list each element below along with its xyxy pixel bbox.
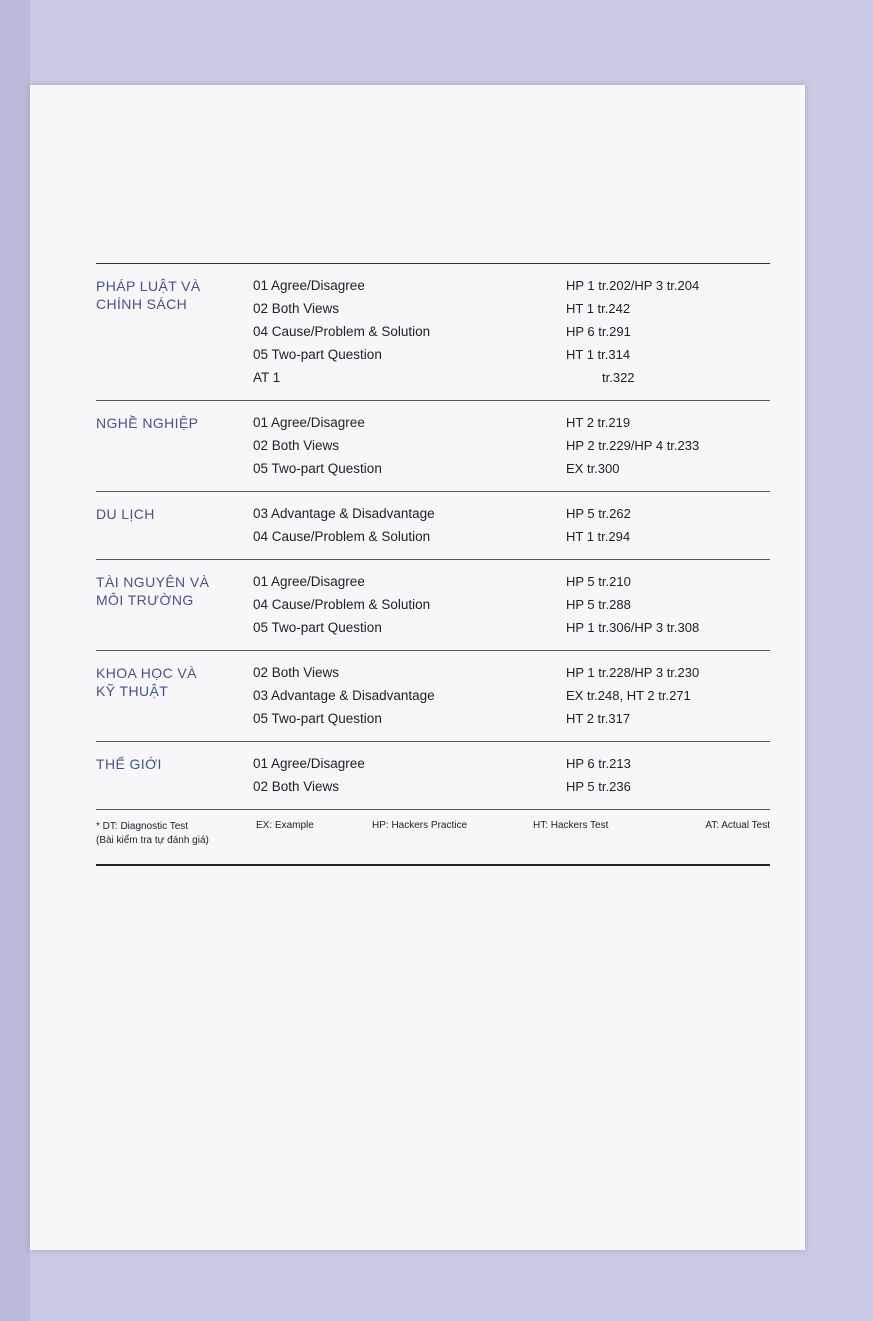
- topic-name: [96, 277, 253, 313]
- question-type-item: 02 Both Views: [253, 779, 340, 794]
- topic-name: [96, 573, 253, 609]
- page-references: [566, 664, 770, 733]
- table-row: [96, 742, 770, 810]
- page-references: [566, 414, 770, 483]
- footnote-hp: HP: Hackers Practice: [372, 820, 468, 831]
- page-reference-item: HP 1 tr.306/HP 3 tr.308: [566, 620, 700, 635]
- topic-name-line: TÀI NGUYÊN VÀ: [96, 574, 210, 590]
- question-type-item: 01 Agree/Disagree: [253, 756, 365, 771]
- question-type-item: 04 Cause/Problem & Solution: [253, 324, 431, 339]
- topic-name: [96, 414, 253, 432]
- footnote-ex: EX: Example: [256, 820, 314, 831]
- topic-name-line: PHÁP LUẬT VÀ: [96, 278, 201, 294]
- question-type-item: 05 Two-part Question: [253, 711, 382, 726]
- table-row: [96, 560, 770, 651]
- question-type-item: 02 Both Views: [253, 438, 340, 453]
- question-type-item: AT 1: [253, 370, 281, 385]
- question-types: [253, 277, 566, 392]
- page-reference-item: HP 6 tr.291: [566, 324, 631, 339]
- topic-name-line: NGHỀ NGHIỆP: [96, 415, 199, 431]
- question-type-item: 01 Agree/Disagree: [253, 574, 365, 589]
- topic-name: [96, 505, 253, 523]
- scan-edge-band: [0, 0, 30, 1321]
- book-page: [30, 85, 805, 1250]
- topic-reference-table: [96, 263, 770, 866]
- topic-name-line: DU LỊCH: [96, 506, 155, 522]
- table-row: [96, 651, 770, 742]
- page-reference-item: HP 5 tr.236: [566, 779, 631, 794]
- question-type-item: 05 Two-part Question: [253, 461, 382, 476]
- page-reference-item: HP 5 tr.288: [566, 597, 631, 612]
- table-row: [96, 401, 770, 492]
- topic-name: [96, 755, 253, 773]
- page-references: [566, 505, 770, 551]
- page-reference-item: HT 1 tr.294: [566, 529, 631, 544]
- page-reference-item: HT 1 tr.242: [566, 301, 631, 316]
- page-reference-item: HP 5 tr.262: [566, 506, 631, 521]
- question-type-item: 02 Both Views: [253, 301, 340, 316]
- page-reference-item: HP 2 tr.229/HP 4 tr.233: [566, 438, 700, 453]
- table-body: [96, 264, 770, 810]
- question-type-item: 01 Agree/Disagree: [253, 415, 365, 430]
- question-type-item: 04 Cause/Problem & Solution: [253, 529, 431, 544]
- footnote-dt-label: * DT: Diagnostic Test: [96, 821, 189, 832]
- table-row: [96, 492, 770, 560]
- question-types: [253, 573, 566, 642]
- page-reference-item: HT 2 tr.219: [566, 415, 631, 430]
- page-references: [566, 277, 770, 392]
- page-reference-item: HT 1 tr.314: [566, 347, 631, 362]
- table-row: [96, 264, 770, 401]
- footnote-dt-translation: (Bài kiểm tra tự đánh giá): [96, 835, 209, 846]
- question-types: [253, 414, 566, 483]
- question-types: [253, 755, 566, 801]
- footnote-at: AT: Actual Test: [705, 820, 770, 831]
- topic-name-line: MÔI TRƯỜNG: [96, 592, 194, 608]
- question-type-item: 05 Two-part Question: [253, 347, 382, 362]
- page-reference-item: HP 5 tr.210: [566, 574, 631, 589]
- question-type-item: 02 Both Views: [253, 665, 340, 680]
- question-types: [253, 664, 566, 733]
- page-references: [566, 573, 770, 642]
- page-reference-item: EX tr.300: [566, 461, 620, 476]
- question-type-item: 04 Cause/Problem & Solution: [253, 597, 431, 612]
- question-types: [253, 505, 566, 551]
- page-reference-item: HP 1 tr.228/HP 3 tr.230: [566, 665, 700, 680]
- page-reference-item: HP 6 tr.213: [566, 756, 631, 771]
- page-reference-item: HP 1 tr.202/HP 3 tr.204: [566, 278, 700, 293]
- topic-name-line: KỸ THUẬT: [96, 683, 169, 699]
- topic-name: [96, 664, 253, 700]
- footnote-ht: HT: Hackers Test: [533, 820, 609, 831]
- question-type-item: 05 Two-part Question: [253, 620, 382, 635]
- footnote-dt: [96, 820, 256, 848]
- abbreviation-footnote: [96, 810, 770, 866]
- question-type-item: 03 Advantage & Disadvantage: [253, 688, 435, 703]
- topic-name-line: KHOA HỌC VÀ: [96, 665, 197, 681]
- topic-name-line: CHÍNH SÁCH: [96, 296, 188, 312]
- question-type-item: 01 Agree/Disagree: [253, 278, 365, 293]
- page-reference-item: tr.322: [602, 370, 635, 385]
- page-references: [566, 755, 770, 801]
- page-reference-item: EX tr.248, HT 2 tr.271: [566, 688, 691, 703]
- question-type-item: 03 Advantage & Disadvantage: [253, 506, 435, 521]
- topic-name-line: THẾ GIỚI: [96, 756, 162, 772]
- page-reference-item: HT 2 tr.317: [566, 711, 631, 726]
